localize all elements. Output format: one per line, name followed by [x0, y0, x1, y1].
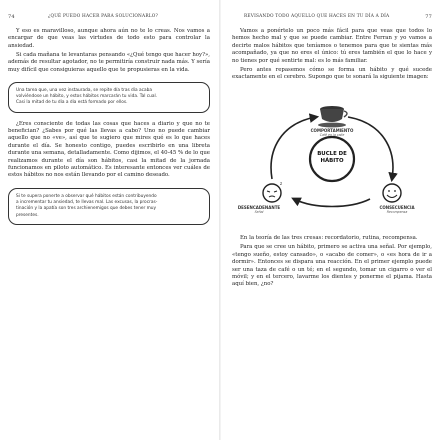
- callout-line: presentes.: [16, 212, 39, 218]
- coffee-cup-icon: [318, 106, 347, 127]
- right-running-head: REVISANDO TODO AQUELLO QUE HACES EN TU DÍA A DÍA: [244, 14, 390, 19]
- tired-face-icon: [263, 181, 282, 202]
- consequence-sublabel: Recompensa: [386, 210, 408, 215]
- behavior-label: COMPORTAMIENTO: [310, 128, 354, 134]
- callout-line: Una tarea que, una vez instaurada, se repite día tras día acaba: [16, 88, 152, 94]
- behavior-sublabel: Café en la calle: [319, 133, 345, 138]
- callout-line: Casi la mitad de tu día a día está formado por ellos.: [16, 100, 128, 106]
- callout-box-anxiety: [8, 188, 210, 225]
- right-paragraph-2: Pero antes repasemos cómo se forma un hábito y qué sucede exactamente en el cerebro. Supongo que te sonará la siguiente imagen:: [232, 66, 432, 81]
- consequence-label: CONSECUENCIA: [379, 205, 415, 211]
- right-page-number: 77: [425, 14, 432, 20]
- left-running-head: ¿QUÉ PUEDO HACER PARA SOLUCIONARLO?: [48, 14, 159, 19]
- loop-arrow-bottom: [294, 199, 370, 207]
- callout-line: tinación y la apatía son tres archienemigos que debes tener muy: [16, 206, 157, 212]
- callout-line: volviéndose un hábito, y estos hábitos marcarán tu vida. Tal cual.: [16, 94, 158, 100]
- habit-loop-diagram: [232, 87, 432, 227]
- callout-line: a incrementar tu ansiedad, te llevas mal. Las excusas, la procras-: [16, 200, 158, 206]
- loop-arrow-top-right: [348, 117, 393, 179]
- left-paragraph-2: Si cada mañana te levantaras pensando «¿Qué tengo que hacer hoy?», además de resultar agotador, no te permitiría construir nada más. Y sería muy difícil que consiguieras aquello que te propusieras en la vida.: [8, 51, 210, 73]
- callout-line: Si te supera ponerte a observar qué hábitos están contribuyendo: [16, 193, 157, 199]
- right-page: [220, 0, 440, 440]
- callout-box-habits: [8, 82, 210, 113]
- trigger-label: DESENCADENANTE: [237, 205, 281, 211]
- left-paragraph-3: ¿Eres consciente de todas las cosas que haces a diario y que no te benefician? ¿Sabes por qué las llevas a cabo? Uno no puede cambiar aquello que no «ve», así que te sugiero que mires qué es lo que haces durante el día. Se honesto contigo, puedes escribirlo en una libreta durante una semana, detalladamente. Como dijimos, el 40-45 % de lo que realizamos durante el día son hábitos, casi la mitad de la jornada funcionamos en piloto automático. Es interesante entonces ver cuáles de estos hábitos no nos están llevando por el camino deseado.: [8, 120, 210, 179]
- svg-text:z: z: [280, 181, 283, 187]
- left-page-number: 74: [8, 14, 15, 20]
- loop-arrow-left-top: [271, 117, 316, 179]
- right-paragraph-1: Vamos a ponértelo un poco más fácil para que veas que todos lo hemos hecho mal y que se puede cambiar. Entre Ferran y yo vamos a decirte malos hábitos que teníamos o tenemos para que te sientas más acompañado, ya que no eres el único: tú eres también el que lo hace y no tienes por qué sentirte mal: es lo más familiar.: [232, 28, 432, 64]
- right-paragraph-4: Para que se cree un hábito, primero se activa una señal. Por ejemplo, «tengo sueño, estoy cansado», o «acabo de comer», o «es hora de ir a dormir». Entonces se dispara una reacción. En el primer ejemplo puede ser una taza de café o un té; en el segundo, tomar un cigarro o ver el móvil; y en el tercero, lavarme los dientes y ponerme el pijama. Hasta aquí bien, ¿no?: [232, 244, 432, 288]
- trigger-sublabel: Señal: [254, 210, 264, 215]
- right-paragraph-3: En la teoría de las tres cresas: recordatorio, rutina, recompensa.: [240, 235, 418, 242]
- habit-loop-center-label: BUCLE DE HÁBITO: [317, 151, 347, 165]
- happy-face-icon: [383, 184, 401, 202]
- left-paragraph-1: Y eso es maravilloso, aunque ahora aún no te lo creas. Nos vamos a encargar de que veas las virtudes de todo esto para controlar la ansiedad.: [8, 28, 210, 49]
